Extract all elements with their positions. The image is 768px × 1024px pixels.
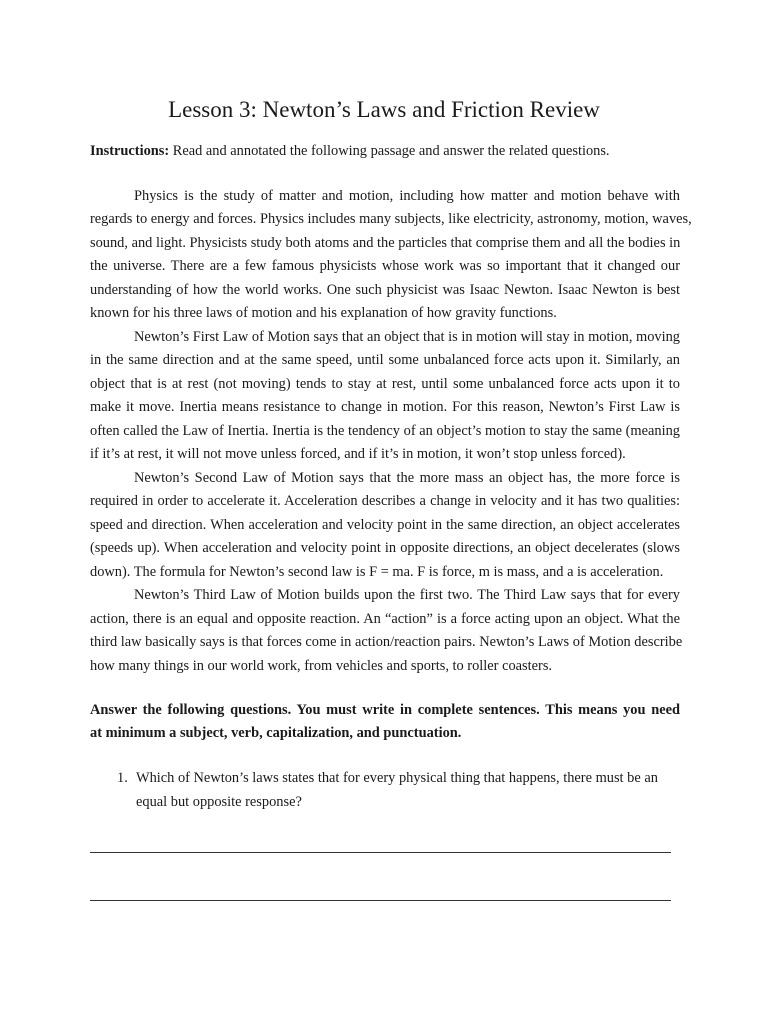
passage-line: Newton’s Second Law of Motion says that the more mass an object has, the more force is xyxy=(134,470,680,486)
passage-line: often called the Law of Inertia. Inertia is the tendency of an object’s motion to stay the same (meaning xyxy=(90,423,680,439)
passage-line: Newton’s Third Law of Motion builds upon the first two. The Third Law says that for every xyxy=(134,587,680,603)
directions-line: at minimum a subject, verb, capitalization, and punctuation. xyxy=(90,725,462,741)
directions-line: Answer the following questions. You must write in complete sentences. This means you need xyxy=(90,702,680,718)
page-title: Lesson 3: Newton’s Laws and Friction Review xyxy=(168,97,600,122)
instructions xyxy=(90,141,690,161)
passage-line: speed and direction. When acceleration and velocity point in the same direction, an object accelerates xyxy=(90,517,680,533)
passage-line: (speeds up). When acceleration and velocity point in opposite directions, an object decelerates (slows xyxy=(90,540,680,556)
passage-line: if it’s at rest, it will not move unless forced, and if it’s in motion, it won’t stop unless forced). xyxy=(90,446,626,462)
passage-line: object that is at rest (not moving) tends to stay at rest, until some unbalanced force acts upon it to xyxy=(90,376,680,392)
passage-line: Physics is the study of matter and motion, including how matter and motion behave with xyxy=(134,188,680,204)
instructions-label: Instructions: xyxy=(90,143,170,159)
question-number: 1. xyxy=(117,770,128,786)
passage-line: sound, and light. Physicists study both atoms and the particles that comprise them and all the bodies in xyxy=(90,235,681,251)
passage-line: how many things in our world work, from vehicles and sports, to roller coasters. xyxy=(90,658,553,674)
passage-line: regards to energy and forces. Physics includes many subjects, like electricity, astronomy, motion, waves, xyxy=(90,211,692,227)
passage-line: Newton’s First Law of Motion says that an object that is in motion will stay in motion, moving xyxy=(134,329,681,345)
passage-line: down). The formula for Newton’s second law is F = ma. F is force, m is mass, and a is acceleration. xyxy=(90,564,664,580)
passage-line: understanding of how the world works. One such physicist was Isaac Newton. Isaac Newton is best xyxy=(90,282,680,298)
passage-line: required in order to accelerate it. Acceleration describes a change in velocity and it has two qualities: xyxy=(90,493,680,509)
passage-line: action, there is an equal and opposite reaction. An “action” is a force acting upon an object. What the xyxy=(90,611,680,627)
question-text-line: equal but opposite response? xyxy=(136,794,302,810)
passage-line: the universe. There are a few famous physicists whose work was so important that it changed our xyxy=(90,258,680,274)
passage-line: make it move. Inertia means resistance to change in motion. For this reason, Newton’s First Law is xyxy=(90,399,680,415)
passage-line: in the same direction and at the same speed, until some unbalanced force acts upon it. Similarly, an xyxy=(90,352,680,368)
passage-line: third law basically says is that forces come in action/reaction pairs. Newton’s Laws of Motion describe xyxy=(90,634,683,650)
instructions-text: Read and annotated the following passage and answer the related questions. xyxy=(169,143,610,159)
question-text-line: Which of Newton’s laws states that for every physical thing that happens, there must be an xyxy=(136,770,658,786)
passage-line: known for his three laws of motion and his explanation of how gravity functions. xyxy=(90,305,557,321)
answer-line[interactable] xyxy=(90,900,671,901)
answer-line[interactable] xyxy=(90,852,671,853)
